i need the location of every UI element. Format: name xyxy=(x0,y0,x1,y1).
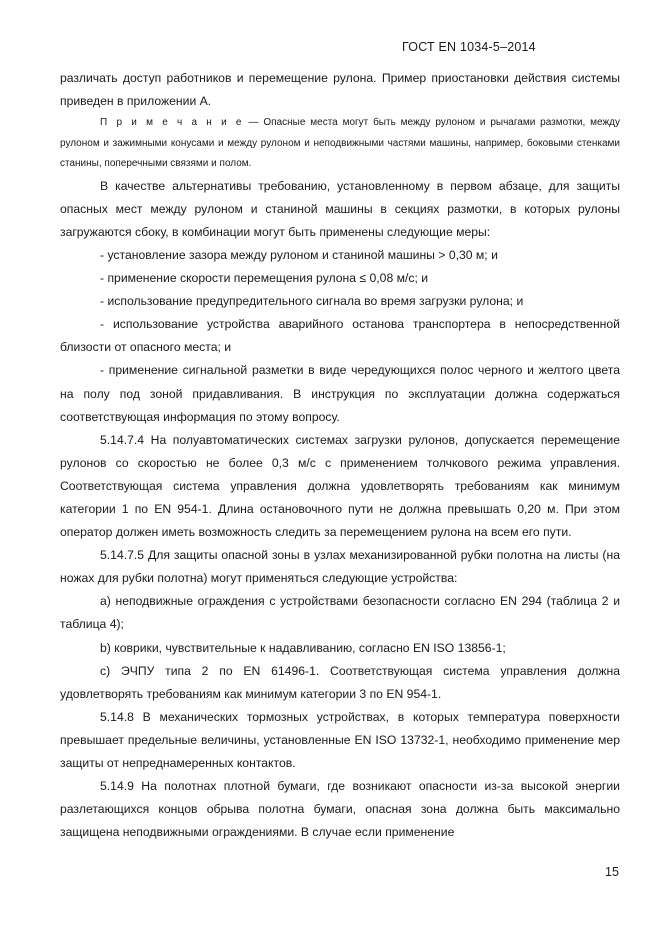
page-number: 15 xyxy=(605,865,619,879)
paragraph-alternative: В качестве альтернативы требованию, установленному в первом абзаце, для защиты опасных мест между рулоном и станиной машины в секциях размотки, в которых рулоны загружаются сбоку, в комбинации могут быть применены следующие меры: xyxy=(60,178,620,239)
standard-header: ГОСТ EN 1034-5–2014 xyxy=(402,40,536,54)
clause-5-14-7-5: 5.14.7.5 Для защиты опасной зоны в узлах механизированной рубки полотна на листы (на ножах для рубки полотна) могут применяться следующие устройства: xyxy=(60,548,620,586)
item-c: c) ЭЧПУ типа 2 по EN 61496-1. Соответствующая система управления должна удовлетворять требованиям как минимум категории 3 по EN 954-1. xyxy=(60,663,620,701)
clause-5-14-9: 5.14.9 На полотнах плотной бумаги, где возникают опасности из-за высокой энергии разлетающихся концов обрыва полотна бумаги, опасная зона должна быть максимально защищена неподвижными ограждениями. В случае если применение xyxy=(60,779,620,840)
paragraph-continuation: различать доступ работников и перемещение рулона. Пример приостановки действия системы приведен в приложении А. xyxy=(60,71,620,109)
note-text: — Опасные места могут быть между рулоном и рычагами размотки, между рулоном и зажимными конусами и между рулоном и неподвижными частями машины, например, боковыми стенками станины, поперечными связями и полом. xyxy=(60,117,620,170)
bullet-marking: - применение сигнальной разметки в виде чередующихся полос черного и желтого цвета на полу под зоной придавливания. В инструкция по эксплуатации должна содержаться соответствующая информация по этому вопросу. xyxy=(60,363,620,424)
item-b: b) коврики, чувствительные к надавливанию, согласно EN ISO 13856-1; xyxy=(100,640,506,655)
bullet-signal: - использование предупредительного сигнала во время загрузки рулона; и xyxy=(100,294,524,309)
item-a: a) неподвижные ограждения с устройствами безопасности согласно EN 294 (таблица 2 и таблица 4); xyxy=(60,594,620,632)
note xyxy=(60,113,620,175)
document-body xyxy=(60,67,620,844)
clause-5-14-8: 5.14.8 В механических тормозных устройствах, в которых температура поверхности превышает предельные величины, установленные EN ISO 13732-1, необходимо применение мер защиты от непреднамеренных контактов. xyxy=(60,709,620,771)
bullet-speed: - применение скорости перемещения рулона ≤ 0,08 м/с; и xyxy=(100,271,429,286)
bullet-gap: - установление зазора между рулоном и станиной машины > 0,30 м; и xyxy=(100,247,498,262)
note-label: П р и м е ч а н и е xyxy=(100,117,244,129)
clause-5-14-7-4: 5.14.7.4 На полуавтоматических системах загрузки рулонов, допускается перемещение рулонов со скоростью не более 0,3 м/с с применением толчкового режима управления. Соответствующая система управления должна удовлетворять требованиям как минимум категории 1 по EN 954-1. Длина остановочного пути не должна превышать 0,20 м. При этом оператор должен иметь возможность следить за перемещением рулона на всем его пути. xyxy=(60,432,620,540)
bullet-emergency-stop: - использование устройства аварийного останова транспортера в непосредственной близости от опасного места; и xyxy=(60,317,620,355)
